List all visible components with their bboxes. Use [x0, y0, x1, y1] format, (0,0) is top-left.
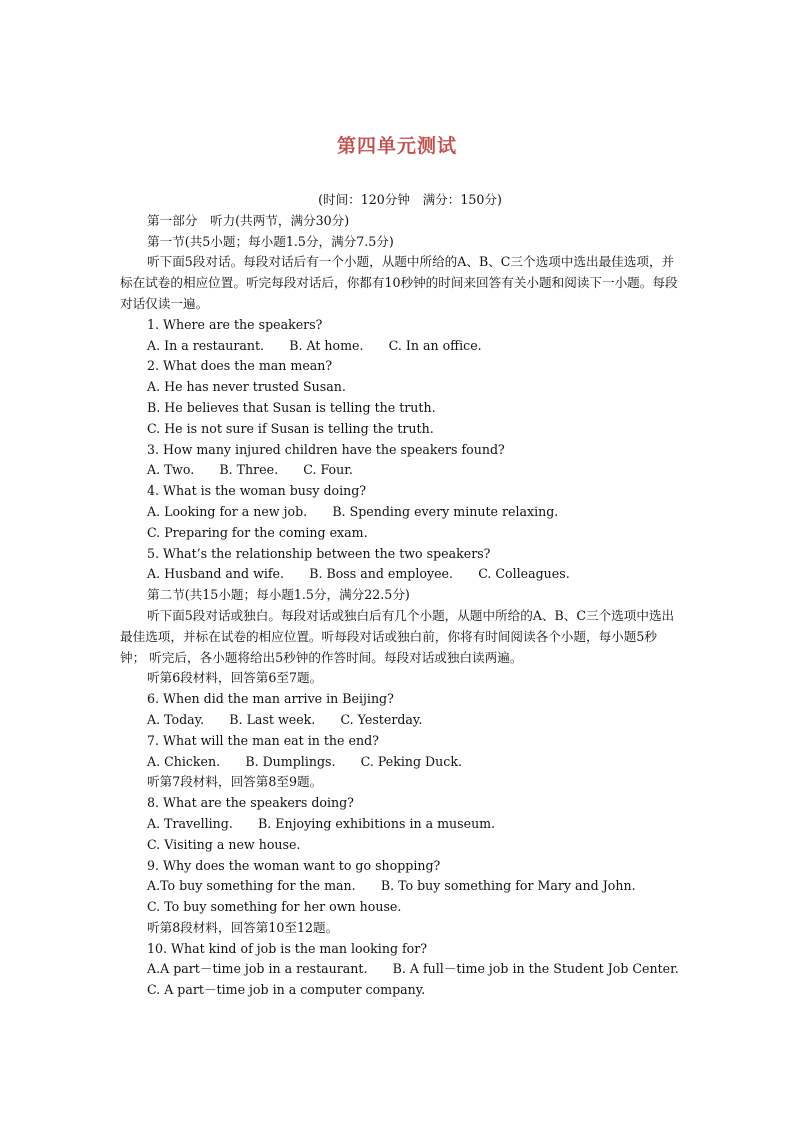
section-heading: 第一节(共5小题；每小题1.5分，满分7.5分): [147, 233, 394, 249]
material-heading: 听第8段材料，回答第10至12题。: [147, 919, 339, 935]
question-text: 8. What are the speakers doing?: [147, 795, 354, 811]
part-heading: 第一部分 听力(共两节，满分30分): [147, 212, 350, 228]
material-heading: 听第7段材料，回答第8至9题。: [147, 774, 323, 790]
question-option: C. To buy something for her own house.: [147, 899, 402, 915]
question-options: A.To buy something for the man. B. To buy something for Mary and John.: [147, 878, 636, 894]
question-options: A. Looking for a new job. B. Spending every minute relaxing.: [147, 503, 559, 519]
exam-info: (时间：120分钟 满分：150分): [318, 192, 502, 207]
question-text: 5. What’s the relationship between the two speakers?: [147, 545, 491, 561]
question-option: A. He has never trusted Susan.: [147, 379, 346, 395]
page-title: 第四单元测试: [336, 135, 457, 157]
section-heading: 第二节(共15小题；每小题1.5分，满分22.5分): [147, 587, 410, 603]
question-option: C. He is not sure if Susan is telling the truth.: [147, 420, 434, 436]
question-text: 1. Where are the speakers?: [147, 316, 323, 332]
question-text: 9. Why does the woman want to go shopping?: [147, 857, 441, 873]
question-options: A. In a restaurant. B. At home. C. In an office.: [147, 337, 482, 353]
question-text: 7. What will the man eat in the end?: [147, 732, 379, 748]
question-text: 10. What kind of job is the man looking for?: [147, 940, 428, 956]
question-option: C. A part－time job in a computer company.: [147, 982, 426, 998]
question-options: A. Travelling. B. Enjoying exhibitions in a museum.: [147, 815, 496, 831]
question-options: A. Today. B. Last week. C. Yesterday.: [147, 711, 423, 727]
question-text: 3. How many injured children have the speakers found?: [147, 441, 505, 457]
section-instructions: 听下面5段对话或独白。每段对话或独白后有几个小题，从题中所给的A、B、C三个选项中选出最佳选项，并标在试卷的相应位置。听每段对话或独白前，你将有时间阅读各个小题，每小题5秒钟； 听完后，各小题将给出5秒钟的作答时间。每段对话或独白读两遍。: [120, 607, 675, 665]
question-options: A. Husband and wife. B. Boss and employee. C. Colleagues.: [147, 566, 570, 582]
material-heading: 听第6段材料，回答第6至7题。: [147, 670, 323, 686]
question-option: C. Preparing for the coming exam.: [147, 524, 368, 540]
question-options: A.A part－time job in a restaurant. B. A full－time job in the Student Job Center.: [147, 961, 679, 977]
question-text: 4. What is the woman busy doing?: [147, 483, 367, 499]
question-option: C. Visiting a new house.: [147, 836, 301, 852]
question-option: B. He believes that Susan is telling the truth.: [147, 399, 436, 415]
question-text: 6. When did the man arrive in Beijing?: [147, 691, 394, 707]
question-text: 2. What does the man mean?: [147, 358, 333, 374]
section-instructions: 听下面5段对话。每段对话后有一个小题，从题中所给的A、B、C三个选项中选出最佳选项，并标在试卷的相应位置。听完每段对话后，你都有10秒钟的时间来回答有关小题和阅读下一小题。每段对话仅读一遍。: [120, 254, 678, 311]
question-options: A. Two. B. Three. C. Four.: [147, 462, 353, 478]
question-options: A. Chicken. B. Dumplings. C. Peking Duck.: [147, 753, 462, 769]
exam-content: [120, 190, 680, 1001]
